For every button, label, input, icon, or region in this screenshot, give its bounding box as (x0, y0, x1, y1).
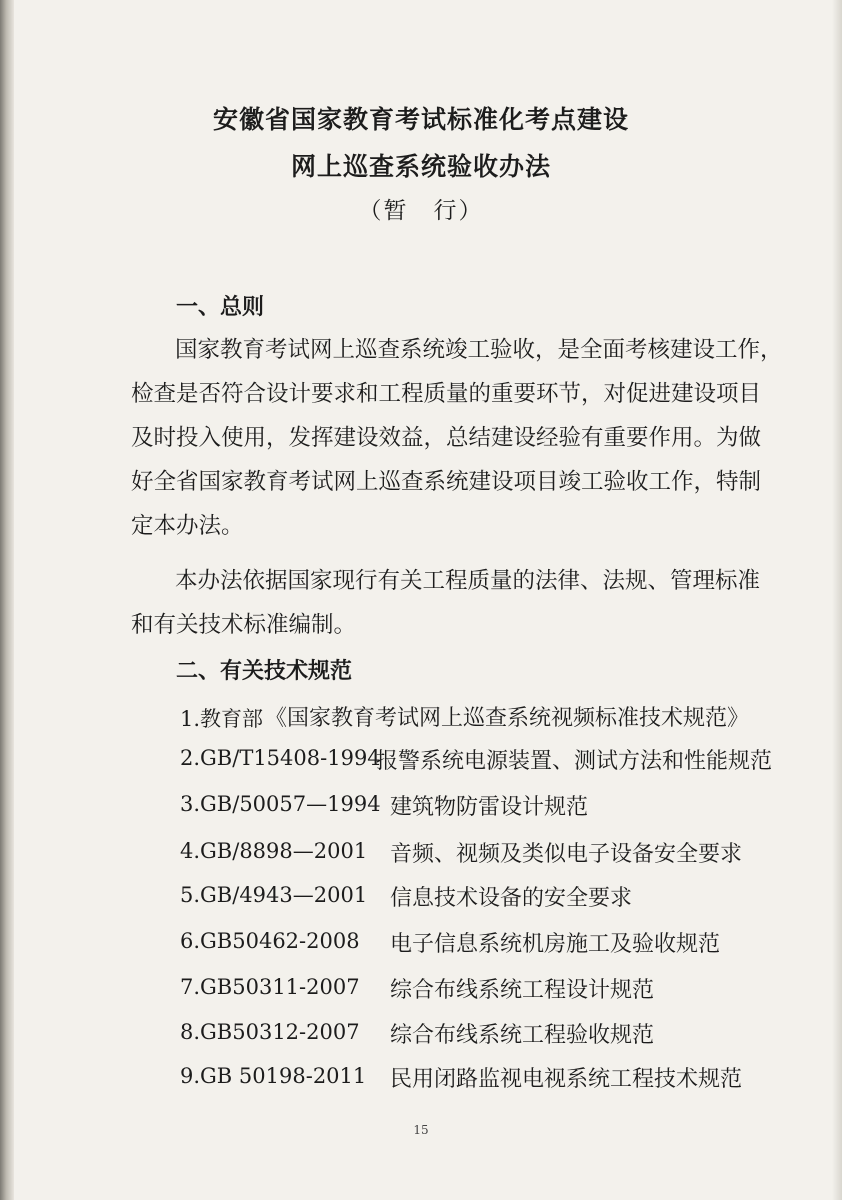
standard-8-number: 8.GB50312-2007 (180, 1020, 360, 1044)
standard-7-name: 综合布线系统工程设计规范 (390, 978, 655, 1003)
paragraph-2-line-2: 和有关技术标准编制。 (131, 612, 357, 638)
paragraph-1-line-3: 及时投入使用，发挥建设效益，总结建设经验有重要作用。为做 (131, 425, 762, 451)
document-subtitle: （暂 行） (358, 198, 484, 224)
document-title-line-1: 安徽省国家教育考试标准化考点建设 (212, 105, 629, 134)
paragraph-1-line-4: 好全省国家教育考试网上巡查系统建设项目竣工验收工作，特制 (131, 469, 762, 495)
standard-1-number: 1.教育部 (180, 707, 264, 731)
page-number: 15 (413, 1123, 429, 1137)
standard-8-name: 综合布线系统工程验收规范 (390, 1023, 655, 1048)
standard-3-name: 建筑物防雷设计规范 (390, 795, 589, 820)
standard-9-name: 民用闭路监视电视系统工程技术规范 (390, 1067, 743, 1092)
paragraph-2-line-1: 本办法依据国家现行有关工程质量的法律、法规、管理标准 (175, 568, 761, 594)
document-title-line-2: 网上巡查系统验收办法 (290, 152, 551, 181)
standard-7-number: 7.GB50311-2007 (180, 975, 360, 999)
standard-4-number: 4.GB/8898—2001 (180, 839, 368, 863)
section-2-heading: 二、有关技术规范 (176, 659, 353, 684)
paragraph-1-line-5: 定本办法。 (131, 513, 244, 539)
standard-3-number: 3.GB/50057—1994 (180, 792, 381, 816)
standard-1-name: 《国家教育考试网上巡查系统视频标准技术规范》 (265, 706, 750, 731)
standard-5-name: 信息技术设备的安全要求 (390, 886, 633, 911)
standard-5-number: 5.GB/4943—2001 (180, 883, 368, 907)
standard-2-name: 报警系统电源装置、测试方法和性能规范 (376, 749, 773, 774)
paragraph-1-line-1: 国家教育考试网上巡查系统竣工验收，是全面考核建设工作， (175, 337, 783, 363)
paragraph-1-line-2: 检查是否符合设计要求和工程质量的重要环节，对促进建设项目 (131, 381, 762, 407)
standard-6-name: 电子信息系统机房施工及验收规范 (390, 932, 721, 957)
standard-4-name: 音频、视频及类似电子设备安全要求 (390, 842, 743, 867)
section-1-heading: 一、总则 (176, 295, 265, 320)
standard-2-number: 2.GB/T15408-1994 (180, 746, 381, 770)
standard-9-number: 9.GB 50198-2011 (180, 1064, 367, 1088)
standard-6-number: 6.GB50462-2008 (180, 929, 360, 953)
